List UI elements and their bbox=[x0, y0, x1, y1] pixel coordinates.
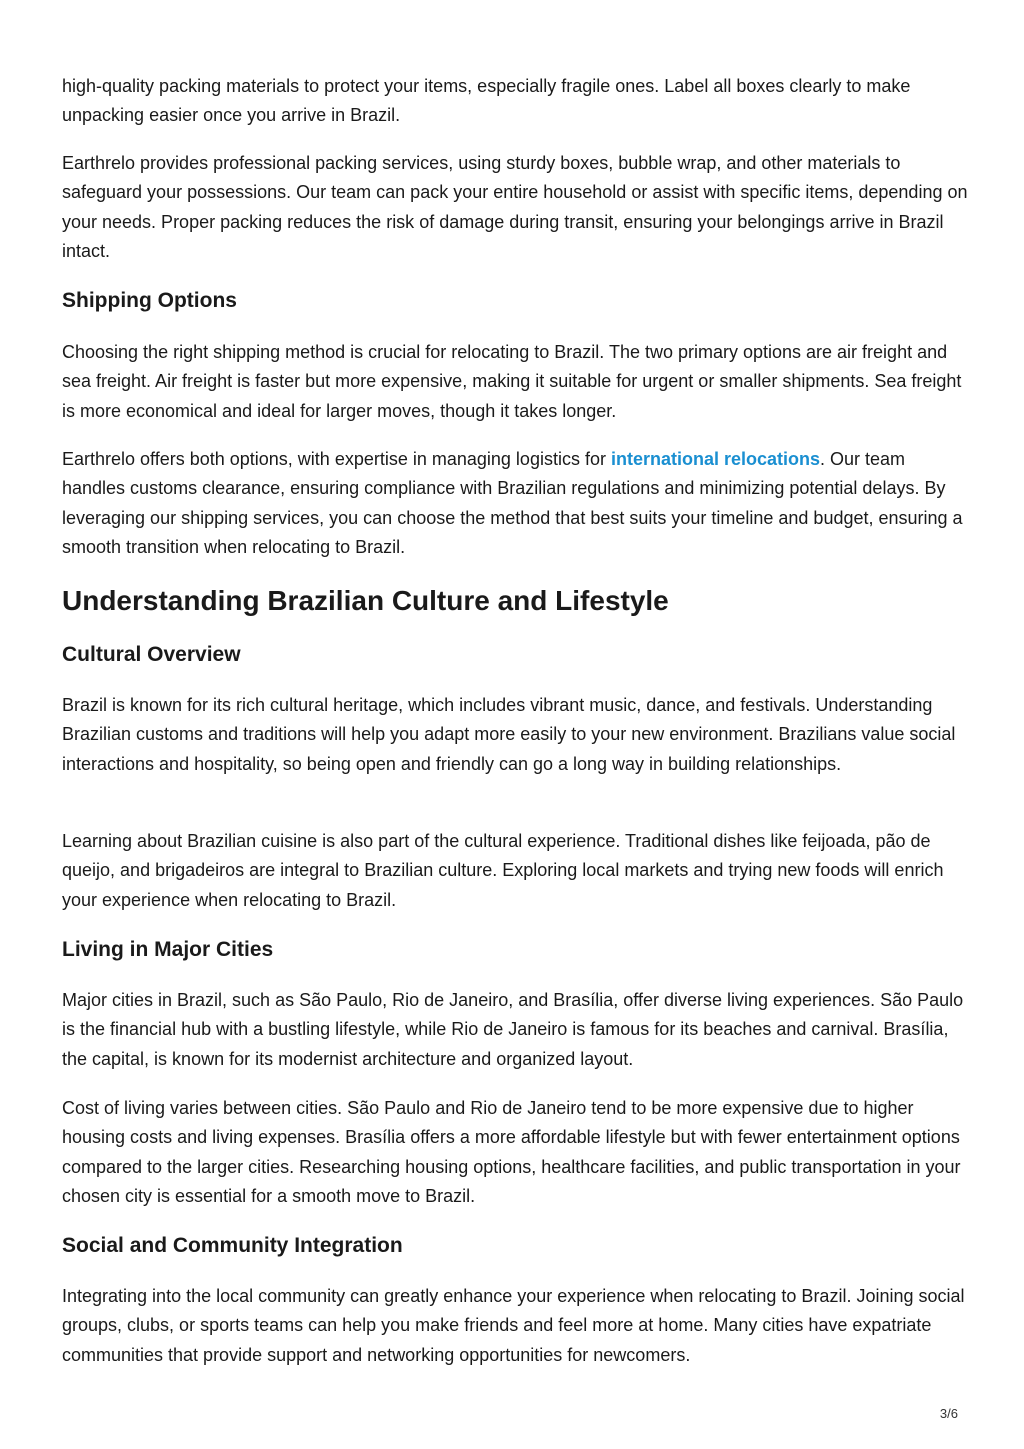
paragraph-packing-materials: high-quality packing materials to protect your items, especially fragile ones. Label all boxes clearly to make unpacking easier once you arrive in Brazil. bbox=[62, 76, 911, 126]
paragraph-text-after-link: . Our team handles customs clearance, ensuring compliance with Brazilian regulations and minimizing potential delays. By leveraging our shipping services, you can choose the method that best suits your timeline and budget, ensuring a smooth transition when relocating to Brazil. bbox=[62, 449, 963, 557]
heading-shipping-options: Shipping Options bbox=[62, 289, 237, 312]
page-number: 3/6 bbox=[939, 1406, 958, 1421]
paragraph-text-before-link: Earthrelo offers both options, with expertise in managing logistics for bbox=[62, 449, 611, 469]
paragraph-brazilian-cuisine: Learning about Brazilian cuisine is also part of the cultural experience. Traditional dishes like feijoada, pão de queijo, and brigadeiros are integral to Brazilian culture. Exploring local markets and trying new foods will enrich your experience when relocating to Brazil. bbox=[62, 831, 944, 910]
international-relocations-link[interactable]: international relocations bbox=[610, 449, 821, 469]
heading-brazilian-culture: Understanding Brazilian Culture and Lifestyle bbox=[62, 585, 669, 616]
paragraph-major-cities: Major cities in Brazil, such as São Paulo, Rio de Janeiro, and Brasília, offer diverse living experiences. São Paulo is the financial hub with a bustling lifestyle, while Rio de Janeiro is famous for its beaches and carnival. Brasília, the capital, is known for its modernist architecture and organized layout. bbox=[62, 990, 964, 1069]
heading-cultural-overview: Cultural Overview bbox=[62, 643, 241, 666]
paragraph-packing-services: Earthrelo provides professional packing services, using sturdy boxes, bubble wrap, and other materials to safeguard your possessions. Our team can pack your entire household or assist with specific items, depending on your needs. Proper packing reduces the risk of damage during transit, ensuring your belongings arrive in Brazil intact. bbox=[62, 153, 968, 261]
heading-major-cities: Living in Major Cities bbox=[62, 938, 274, 961]
paragraph-cost-of-living: Cost of living varies between cities. São Paulo and Rio de Janeiro tend to be more expensive due to higher housing costs and living expenses. Brasília offers a more affordable lifestyle but with fewer entertainment options compared to the larger cities. Researching housing options, healthcare facilities, and public transportation in your chosen city is essential for a smooth move to Brazil. bbox=[62, 1098, 961, 1206]
paragraph-community-integration: Integrating into the local community can greatly enhance your experience when relocating to Brazil. Joining social groups, clubs, or sports teams can help you make friends and feel more at home. Many cities have expatriate communities that provide support and networking opportunities for newcomers. bbox=[62, 1286, 965, 1365]
paragraph-cultural-heritage: Brazil is known for its rich cultural heritage, which includes vibrant music, dance, and festivals. Understanding Brazilian customs and traditions will help you adapt more easily to your new environment. Brazilians value social interactions and hospitality, so being open and friendly can go a long way in building relationships. bbox=[62, 695, 956, 774]
paragraph-shipping-services bbox=[62, 445, 972, 562]
paragraph-shipping-method: Choosing the right shipping method is crucial for relocating to Brazil. The two primary options are air freight and sea freight. Air freight is faster but more expensive, making it suitable for urgent or smaller shipments. Sea freight is more economical and ideal for larger moves, though it takes longer. bbox=[62, 342, 962, 421]
heading-social-integration: Social and Community Integration bbox=[62, 1234, 403, 1257]
